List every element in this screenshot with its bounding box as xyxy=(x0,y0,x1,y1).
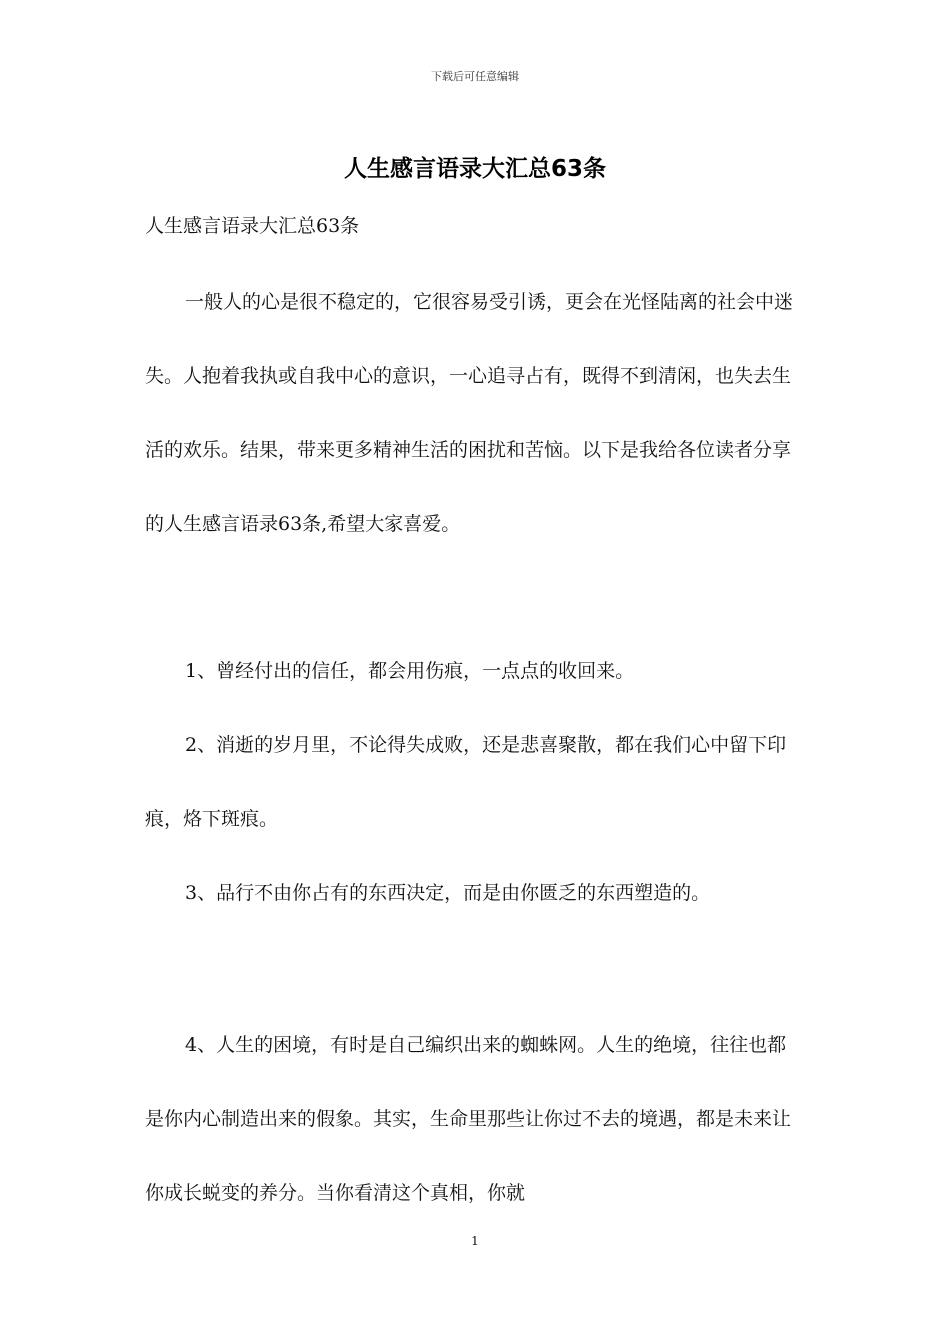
header-note: 下载后可任意编辑 xyxy=(431,70,519,83)
body-block-quotes xyxy=(145,634,805,930)
page-number: 1 xyxy=(471,1234,479,1248)
intro-paragraph: 一般人的心是很不稳定的，它很容易受引诱，更会在光怪陆离的社会中迷失。人抱着我执或自我中心的意识，一心追寻占有，既得不到清闲，也失去生活的欢乐。结果，带来更多精神生活的困扰和苦恼。以下是我给各位读者分享的人生感言语录63条,希望大家喜爱。 xyxy=(145,291,794,535)
quote-item-4: 4、人生的困境，有时是自己编织出来的蜘蛛网。人生的绝境，往往也都是你内心制造出来的假象。其实，生命里那些让你过不去的境遇，都是未来让你成长蜕变的养分。当你看清这个真相，你就 xyxy=(145,1034,792,1204)
body-block-intro xyxy=(145,265,805,561)
body-block-continued xyxy=(145,1008,805,1230)
document-title: 人生感言语录大汇总63条 xyxy=(343,156,606,182)
quote-item-2: 2、消逝的岁月里，不论得失成败，还是悲喜聚散，都在我们心中留下印痕，烙下斑痕。 xyxy=(145,734,787,830)
quote-item-1: 1、曾经付出的信任，都会用伤痕，一点点的收回来。 xyxy=(185,660,635,682)
document-subtitle: 人生感言语录大汇总63条 xyxy=(145,215,360,237)
quote-item-3: 3、品行不由你占有的东西决定，而是由你匮乏的东西塑造的。 xyxy=(185,882,711,904)
